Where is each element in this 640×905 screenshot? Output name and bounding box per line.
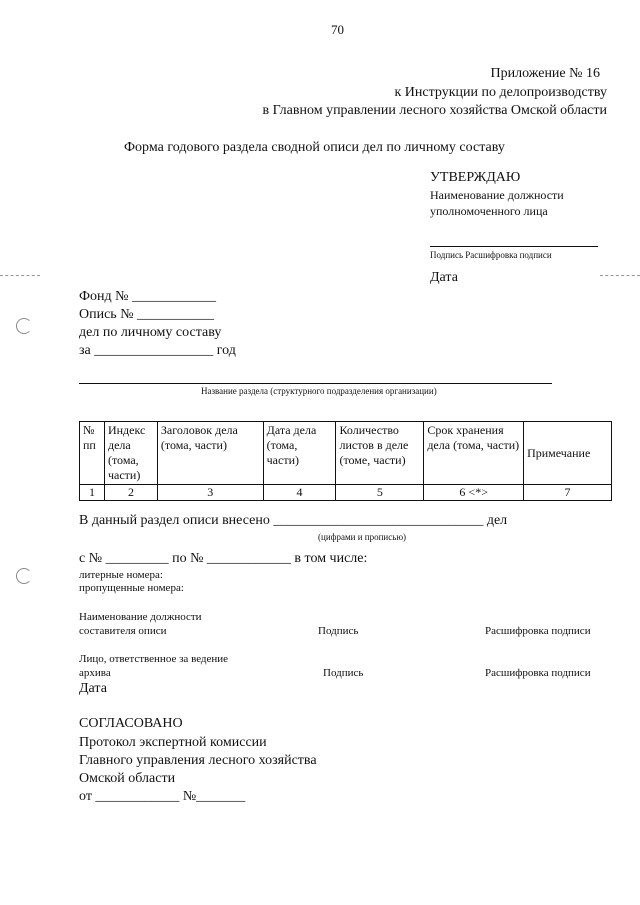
header-date: Дата дела (тома, части)	[263, 422, 336, 485]
header-retention: Срок хранения дела (тома, части)	[424, 422, 524, 485]
punch-hole-mark	[16, 568, 32, 584]
column-number: 7	[524, 485, 612, 501]
agreed-line2: Главного управления лесного хозяйства	[79, 753, 317, 768]
inventory-table	[79, 421, 612, 501]
approve-signature-caption: Подпись Расшифровка подписи	[430, 250, 552, 260]
year-line: за _________________ год	[79, 343, 236, 358]
personnel-files: дел по личному составу	[79, 325, 222, 340]
appendix-line3: в Главном управлении лесного хозяйства Омской области	[262, 103, 607, 118]
page-number: 70	[331, 22, 344, 37]
compiler-position-line1: Наименование должности	[79, 611, 202, 623]
scan-artifact-right	[600, 275, 640, 276]
entered-count: В данный раздел описи внесено ______________________________ дел	[79, 513, 508, 528]
appendix-line1: Приложение № 16	[490, 66, 600, 81]
section-name-line	[79, 383, 552, 384]
missing-numbers: пропущенные номера:	[79, 582, 184, 594]
header-sheets: Количество листов в деле (томе, части)	[336, 422, 424, 485]
compiler-decoding: Расшифровка подписи	[485, 625, 591, 637]
scan-artifact-left	[0, 275, 40, 276]
signature-line	[430, 246, 598, 247]
archive-decoding: Расшифровка подписи	[485, 667, 591, 679]
signatures-date: Дата	[79, 681, 107, 696]
archive-signature: Подпись	[323, 667, 364, 679]
column-number: 3	[157, 485, 263, 501]
archive-responsible-line2: архива	[79, 667, 111, 679]
column-number: 1	[80, 485, 105, 501]
column-number: 4	[263, 485, 336, 501]
punch-hole-mark	[16, 318, 32, 334]
table-header-row	[80, 422, 612, 485]
number-range: с № _________ по № ____________ в том числе:	[79, 551, 368, 566]
agreed-title: СОГЛАСОВАНО	[79, 716, 183, 731]
table-number-row	[80, 485, 612, 501]
compiler-position-line2: составителя описи	[79, 625, 167, 637]
entered-caption: (цифрами и прописью)	[318, 532, 407, 542]
form-title: Форма годового раздела сводной описи дел по личному составу	[124, 140, 505, 155]
header-title: Заголовок дела (тома, части)	[157, 422, 263, 485]
appendix-line2: к Инструкции по делопроизводству	[394, 85, 607, 100]
header-number: № пп	[80, 422, 105, 485]
agreed-line4: от ____________ №_______	[79, 789, 246, 804]
approve-position-line1: Наименование должности	[430, 188, 564, 202]
fund-number: Фонд № ____________	[79, 289, 217, 304]
section-caption: Название раздела (структурного подразделения организации)	[201, 386, 437, 396]
literal-numbers: литерные номера:	[79, 569, 163, 581]
agreed-line3: Омской области	[79, 771, 176, 786]
header-note: Примечание	[524, 422, 612, 485]
approve-date: Дата	[430, 270, 458, 285]
column-number: 5	[336, 485, 424, 501]
column-number: 6 <*>	[424, 485, 524, 501]
header-index: Индекс дела (тома, части)	[104, 422, 157, 485]
compiler-signature: Подпись	[318, 625, 359, 637]
column-number: 2	[104, 485, 157, 501]
archive-responsible-line1: Лицо, ответственное за ведение	[79, 653, 229, 665]
approve-position-line2: уполномоченного лица	[430, 204, 548, 218]
agreed-line1: Протокол экспертной комиссии	[79, 735, 267, 750]
approve-title: УТВЕРЖДАЮ	[430, 170, 521, 185]
inventory-number: Опись № ___________	[79, 307, 215, 322]
